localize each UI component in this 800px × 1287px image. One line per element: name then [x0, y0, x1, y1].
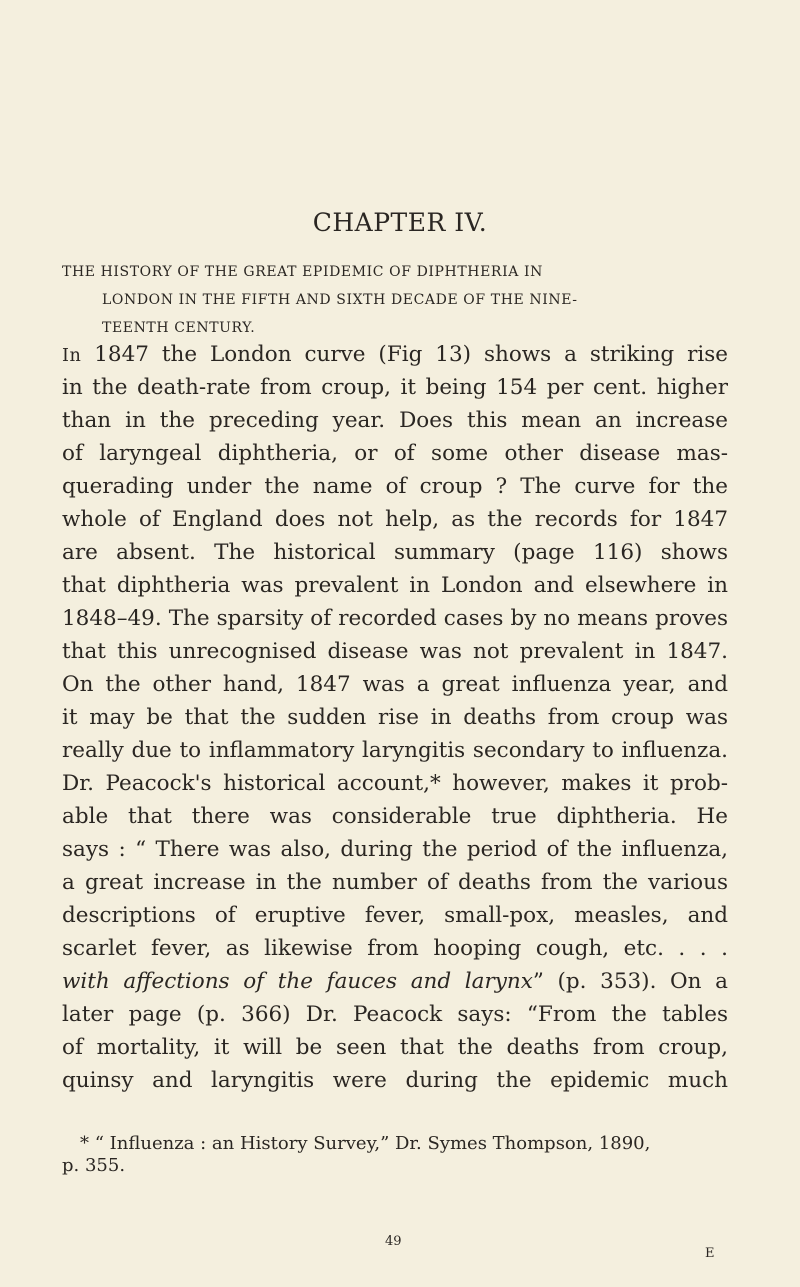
signature-mark: E [705, 1246, 715, 1261]
text-line: than in the preceding year. Does this mean an increase [62, 408, 728, 433]
subheading-line: TEENTH CENTURY. [102, 320, 256, 336]
text-line: of laryngeal diphtheria, or of some other disease mas- [62, 441, 728, 466]
text-line: really due to inflammatory laryngitis secondary to influenza. [62, 738, 728, 763]
text-line: Dr. Peacock's historical account,* however, makes it prob- [62, 771, 728, 796]
chapter-subheading [62, 258, 722, 342]
text-line: it may be that the sudden rise in deaths from croup was [62, 705, 728, 730]
text-line: able that there was considerable true diphtheria. He [62, 804, 728, 829]
text-line: whole of England does not help, as the records for 1847 [62, 507, 728, 532]
text-line: a great increase in the number of deaths from the various [62, 870, 728, 895]
body-text [62, 338, 728, 1097]
text-line: On the other hand, 1847 was a great influenza year, and [62, 672, 728, 697]
text-line: scarlet fever, as likewise from hooping cough, etc. . . . [62, 936, 728, 961]
text-line: querading under the name of croup ? The curve for the [62, 474, 728, 499]
text-line: later page (p. 366) Dr. Peacock says: “From the tables [62, 1002, 728, 1027]
text-line: that diphtheria was prevalent in London and elsewhere in [62, 573, 728, 598]
text-line: of mortality, it will be seen that the deaths from croup, [62, 1035, 728, 1060]
page-number: 49 [385, 1234, 402, 1249]
italic-quotation: with affections of the fauces and larynx [62, 969, 533, 994]
footnote [62, 1133, 728, 1177]
text-line: with affections of the fauces and larynx” (p. 353). On a [62, 969, 728, 994]
subheading-line: THE HISTORY OF THE GREAT EPIDEMIC OF DIPHTHERIA IN [62, 264, 543, 280]
text-line: are absent. The historical summary (page 116) shows [62, 540, 728, 565]
text-line: descriptions of eruptive fever, small-pox, measles, and [62, 903, 728, 928]
opening-small-caps: In [62, 346, 82, 366]
text-line: in the death-rate from croup, it being 154 per cent. higher [62, 375, 728, 400]
text-line: says : “ There was also, during the period of the influenza, [62, 837, 728, 862]
text-line: 1848–49. The sparsity of recorded cases by no means proves [62, 606, 728, 631]
footnote-line: p. 355. [62, 1155, 126, 1176]
text-line: In 1847 the London curve (Fig 13) shows a striking rise [62, 342, 728, 367]
text-line: that this unrecognised disease was not prevalent in 1847. [62, 639, 728, 664]
subheading-line: LONDON IN THE FIFTH AND SIXTH DECADE OF THE NINE- [102, 292, 578, 308]
chapter-title: CHAPTER IV. [312, 208, 488, 237]
footnote-line: * “ Influenza : an History Survey,” Dr. Symes Thompson, 1890, [80, 1133, 651, 1154]
text-line: quinsy and laryngitis were during the epidemic much [62, 1068, 728, 1093]
